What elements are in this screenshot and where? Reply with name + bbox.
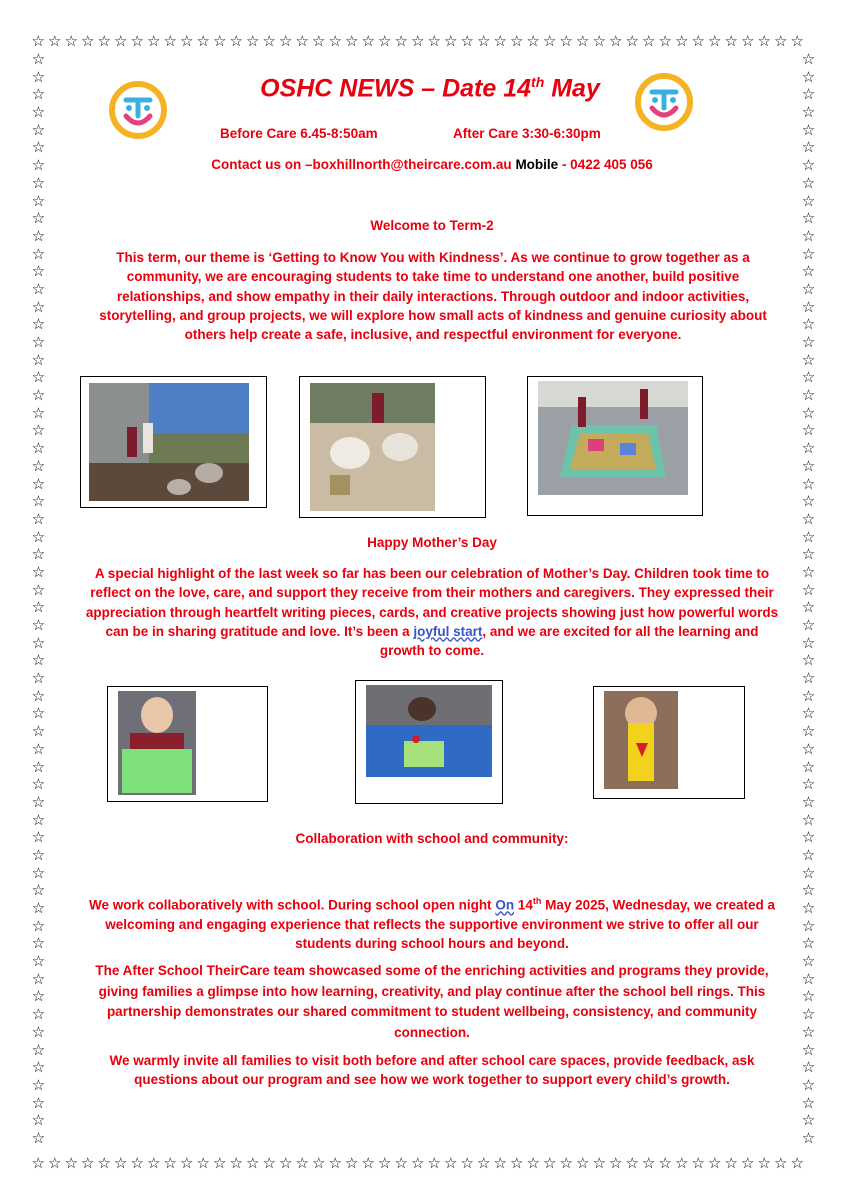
star-border-icon: ☆ [741,1154,755,1172]
star-border-icon: ☆ [801,421,816,440]
star-border-icon: ☆ [411,32,425,50]
star-border-icon: ☆ [31,226,46,245]
star-border-icon: ☆ [31,138,46,157]
star-border-icon: ☆ [31,244,46,263]
star-border-icon: ☆ [97,1154,111,1172]
star-border-icon: ☆ [114,32,128,50]
star-border-icon: ☆ [295,32,309,50]
star-border-icon: ☆ [31,333,46,351]
star-border-icon: ☆ [526,32,540,50]
star-border-icon: ☆ [642,1154,656,1172]
star-border-icon: ☆ [31,863,46,882]
star-border-icon: ☆ [262,32,276,50]
star-border-icon: ☆ [229,32,243,50]
star-border-icon: ☆ [31,191,46,210]
star-border-icon: ☆ [801,987,816,1006]
star-border-icon: ☆ [31,633,46,652]
star-border-bottom [30,1156,806,1172]
star-border-icon: ☆ [31,792,46,811]
star-border-icon: ☆ [31,85,46,104]
star-border-icon: ☆ [31,279,46,298]
star-border-icon: ☆ [312,32,326,50]
star-border-icon: ☆ [31,1093,46,1112]
mothers-day-paragraph: A special highlight of the last week so far has been our celebration of Mother’s Day. Children took time to reflect on the love, care, and support they receive from their mothers and caregivers. They expressed their appreciation through heartfelt writing pieces, cards, and creative projects showing just how powerful words can be in sharing gratitude and love. It’s been a joyful start, and we are excited for all the learning and growth to come. [85,566,779,659]
star-border-icon: ☆ [31,952,46,971]
star-border-icon: ☆ [801,279,816,298]
star-border-icon: ☆ [279,32,293,50]
star-border-icon: ☆ [493,32,507,50]
star-border-icon: ☆ [31,1022,46,1041]
star-border-icon: ☆ [801,333,816,351]
star-border-icon: ☆ [31,474,46,493]
star-border-icon: ☆ [31,368,46,387]
star-border-icon: ☆ [801,103,816,122]
star-border-icon: ☆ [576,1154,590,1172]
star-border-icon: ☆ [801,580,816,599]
mothers-day-heading: Happy Mother’s Day [367,535,497,550]
photo-yellow-card [604,691,678,789]
star-border-icon: ☆ [801,297,816,316]
star-border-right [800,52,817,1149]
star-border-icon: ☆ [801,456,816,475]
star-border-icon: ☆ [801,439,816,458]
star-border-icon: ☆ [460,32,474,50]
contact-email[interactable]: Contact us on –boxhillnorth@theircare.com.au [211,157,516,172]
star-border-icon: ☆ [31,297,46,316]
star-border-icon: ☆ [180,1154,194,1172]
photo-frame [593,686,745,799]
star-border-icon: ☆ [31,386,46,405]
star-border-icon: ☆ [559,1154,573,1172]
star-border-icon: ☆ [801,810,816,829]
star-border-icon: ☆ [31,845,46,864]
star-border-icon: ☆ [31,810,46,829]
star-border-icon: ☆ [31,403,46,422]
star-border-icon: ☆ [328,1154,342,1172]
star-border-icon: ☆ [559,32,573,50]
star-border-icon: ☆ [64,1154,78,1172]
star-border-icon: ☆ [691,1154,705,1172]
star-border-icon: ☆ [394,1154,408,1172]
collaboration-heading: Collaboration with school and community: [295,831,569,846]
star-border-icon: ☆ [48,32,62,50]
star-border-icon: ☆ [801,739,816,758]
star-border-icon: ☆ [625,32,639,50]
contact-line [82,157,782,172]
star-border-icon: ☆ [31,598,46,617]
star-border-icon: ☆ [31,775,46,794]
star-border-icon: ☆ [801,85,816,104]
star-border-icon: ☆ [31,1040,46,1059]
star-border-icon: ☆ [801,633,816,652]
star-border-icon: ☆ [31,103,46,122]
star-border-icon: ☆ [801,403,816,422]
star-border-icon: ☆ [801,1022,816,1041]
star-border-icon: ☆ [801,474,816,493]
after-care-hours: After Care 3:30-6:30pm [453,126,601,141]
star-border-icon: ☆ [81,32,95,50]
star-border-icon: ☆ [477,32,491,50]
theircare-logo-icon [108,80,168,140]
star-border-icon: ☆ [801,969,816,988]
star-border-icon: ☆ [31,439,46,458]
star-border-icon: ☆ [642,32,656,50]
star-border-icon: ☆ [427,32,441,50]
photo-child-card [118,691,196,795]
star-border-icon: ☆ [31,209,46,228]
star-border-icon: ☆ [801,492,816,511]
star-border-icon: ☆ [378,1154,392,1172]
star-border-icon: ☆ [543,32,557,50]
photo-playground-mat [538,381,688,495]
star-border-icon: ☆ [213,32,227,50]
star-border-icon: ☆ [246,32,260,50]
star-border-icon: ☆ [312,1154,326,1172]
star-border-icon: ☆ [801,1058,816,1077]
star-border-icon: ☆ [31,704,46,723]
on-text: On [495,897,515,913]
star-border-icon: ☆ [31,881,46,900]
star-border-icon: ☆ [31,421,46,440]
star-border-icon: ☆ [196,32,210,50]
star-border-icon: ☆ [31,651,46,670]
star-border-icon: ☆ [361,1154,375,1172]
star-border-icon: ☆ [801,686,816,705]
page-title: OSHC NEWS – Date 14th May [260,74,600,103]
star-border-icon: ☆ [741,32,755,50]
star-border-icon: ☆ [130,1154,144,1172]
star-border-icon: ☆ [31,1111,46,1130]
star-border-icon: ☆ [411,1154,425,1172]
star-border-icon: ☆ [147,1154,161,1172]
star-border-icon: ☆ [801,1128,816,1147]
star-border-icon: ☆ [31,669,46,688]
star-border-icon: ☆ [394,32,408,50]
star-border-icon: ☆ [31,32,45,50]
star-border-icon: ☆ [163,1154,177,1172]
star-border-icon: ☆ [163,32,177,50]
star-border-icon: ☆ [801,527,816,546]
star-border-icon: ☆ [708,1154,722,1172]
star-border-icon: ☆ [801,775,816,794]
star-border-icon: ☆ [801,952,816,971]
star-border-icon: ☆ [31,580,46,599]
star-border-icon: ☆ [801,509,816,528]
star-border-left [30,52,47,1149]
star-border-icon: ☆ [444,1154,458,1172]
star-border-icon: ☆ [31,1075,46,1094]
photo-table-craft [366,685,492,777]
star-border-icon: ☆ [801,244,816,263]
star-border-icon: ☆ [493,1154,507,1172]
star-border-icon: ☆ [31,262,46,281]
star-border-icon: ☆ [801,845,816,864]
star-border-icon: ☆ [801,792,816,811]
star-border-icon: ☆ [31,969,46,988]
star-border-icon: ☆ [114,1154,128,1172]
star-border-icon: ☆ [31,156,46,175]
star-border-icon: ☆ [708,32,722,50]
star-border-top [30,34,806,50]
star-border-icon: ☆ [213,1154,227,1172]
photo-frame [299,376,486,518]
star-border-icon: ☆ [801,545,816,564]
star-border-icon: ☆ [724,1154,738,1172]
star-border-icon: ☆ [801,350,816,369]
star-border-icon: ☆ [31,1154,45,1172]
star-border-icon: ☆ [592,32,606,50]
star-border-icon: ☆ [801,669,816,688]
star-border-icon: ☆ [361,32,375,50]
photo-frame [355,680,503,804]
star-border-icon: ☆ [658,32,672,50]
star-border-icon: ☆ [801,651,816,670]
star-border-icon: ☆ [801,704,816,723]
star-border-icon: ☆ [801,191,816,210]
star-border-icon: ☆ [229,1154,243,1172]
welcome-heading: Welcome to Term-2 [370,218,494,233]
star-border-icon: ☆ [279,1154,293,1172]
star-border-icon: ☆ [180,32,194,50]
star-border-icon: ☆ [801,67,816,86]
star-border-icon: ☆ [31,120,46,139]
star-border-icon: ☆ [427,1154,441,1172]
star-border-icon: ☆ [801,315,816,334]
star-border-icon: ☆ [801,916,816,935]
star-border-icon: ☆ [64,32,78,50]
star-border-icon: ☆ [801,173,816,192]
photo-frame [107,686,268,802]
star-border-icon: ☆ [31,916,46,935]
star-border-icon: ☆ [675,1154,689,1172]
star-border-icon: ☆ [576,32,590,50]
star-border-icon: ☆ [609,32,623,50]
star-border-icon: ☆ [801,863,816,882]
star-border-icon: ☆ [31,562,46,581]
star-border-icon: ☆ [790,1154,804,1172]
star-border-icon: ☆ [675,32,689,50]
star-border-icon: ☆ [31,545,46,564]
star-border-icon: ☆ [801,386,816,405]
star-border-icon: ☆ [31,987,46,1006]
star-border-icon: ☆ [31,350,46,369]
star-border-icon: ☆ [801,828,816,847]
star-border-icon: ☆ [801,1040,816,1059]
star-border-icon: ☆ [801,562,816,581]
star-border-icon: ☆ [801,899,816,917]
star-border-icon: ☆ [801,881,816,900]
star-border-icon: ☆ [790,32,804,50]
star-border-icon: ☆ [31,934,46,953]
welcome-paragraph: This term, our theme is ‘Getting to Know You with Kindness’. As we continue to grow together as a community, we are encouraging students to take time to understand one another, build positive relationships, and show empathy in their daily interactions. Through outdoor and indoor activities, storytelling, and group projects, we will explore how small acts of kindness and genuine curiosity about others help create a safe, inclusive, and respectful environment for everyone. [99,250,767,343]
star-border-icon: ☆ [625,1154,639,1172]
star-border-icon: ☆ [31,527,46,546]
joyful-start-text: joyful start [413,623,483,639]
star-border-icon: ☆ [543,1154,557,1172]
star-border-icon: ☆ [801,138,816,157]
star-border-icon: ☆ [801,934,816,953]
star-border-icon: ☆ [31,828,46,847]
star-border-icon: ☆ [526,1154,540,1172]
star-border-icon: ☆ [801,757,816,776]
star-border-icon: ☆ [31,50,46,68]
star-border-icon: ☆ [510,32,524,50]
star-border-icon: ☆ [262,1154,276,1172]
star-border-icon: ☆ [801,1075,816,1094]
star-border-icon: ☆ [691,32,705,50]
star-border-icon: ☆ [444,32,458,50]
star-border-icon: ☆ [774,1154,788,1172]
star-border-icon: ☆ [31,1005,46,1024]
star-border-icon: ☆ [97,32,111,50]
star-border-icon: ☆ [592,1154,606,1172]
mobile-number: - 0422 405 056 [558,157,653,172]
photo-frame [527,376,703,516]
star-border-icon: ☆ [801,1005,816,1024]
star-border-icon: ☆ [31,757,46,776]
star-border-icon: ☆ [31,899,46,917]
star-border-icon: ☆ [801,120,816,139]
star-border-icon: ☆ [31,739,46,758]
star-border-icon: ☆ [295,1154,309,1172]
star-border-icon: ☆ [757,32,771,50]
star-border-icon: ☆ [31,722,46,741]
star-border-icon: ☆ [757,1154,771,1172]
star-border-icon: ☆ [31,315,46,334]
star-border-icon: ☆ [609,1154,623,1172]
star-border-icon: ☆ [510,1154,524,1172]
star-border-icon: ☆ [477,1154,491,1172]
star-border-icon: ☆ [31,616,46,634]
star-border-icon: ☆ [345,1154,359,1172]
photo-outdoor-rocks [89,383,249,501]
star-border-icon: ☆ [801,616,816,634]
star-border-icon: ☆ [246,1154,260,1172]
star-border-icon: ☆ [774,32,788,50]
star-border-icon: ☆ [801,262,816,281]
photo-sandpit [310,383,435,511]
star-border-icon: ☆ [460,1154,474,1172]
star-border-icon: ☆ [81,1154,95,1172]
star-border-icon: ☆ [31,173,46,192]
star-border-icon: ☆ [801,722,816,741]
star-border-icon: ☆ [48,1154,62,1172]
star-border-icon: ☆ [31,67,46,86]
star-border-icon: ☆ [31,1058,46,1077]
star-border-icon: ☆ [31,509,46,528]
star-border-icon: ☆ [801,1093,816,1112]
star-border-icon: ☆ [31,1128,46,1147]
star-border-icon: ☆ [801,209,816,228]
star-border-icon: ☆ [801,1111,816,1130]
star-border-icon: ☆ [801,50,816,68]
star-border-icon: ☆ [328,32,342,50]
star-border-icon: ☆ [801,226,816,245]
collaboration-paragraph-1: We work collaboratively with school. During school open night On 14th May 2025, Wednesday, we created a welcoming and engaging experience that reflects the supportive environment we strive to offer all our students during school hours and beyond. [89,896,775,952]
collaboration-paragraph-2: The After School TheirCare team showcased some of the enriching activities and programs they provide, giving families a glimpse into how learning, creativity, and play continue after the school bell rings. This partnership demonstrates our shared commitment to student wellbeing, consistency, and community connection. [95,963,769,1040]
mobile-label: Mobile [515,157,559,172]
star-border-icon: ☆ [801,156,816,175]
star-border-icon: ☆ [130,32,144,50]
star-border-icon: ☆ [31,492,46,511]
star-border-icon: ☆ [345,32,359,50]
star-border-icon: ☆ [196,1154,210,1172]
before-care-hours: Before Care 6.45-8:50am [220,126,378,141]
star-border-icon: ☆ [724,32,738,50]
star-border-icon: ☆ [31,456,46,475]
star-border-icon: ☆ [658,1154,672,1172]
star-border-icon: ☆ [378,32,392,50]
star-border-icon: ☆ [801,598,816,617]
photo-frame [80,376,267,508]
collaboration-paragraph-3: We warmly invite all families to visit both before and after school care spaces, provide feedback, ask questions about our program and see how we work together to support every child’s growth. [109,1053,755,1088]
star-border-icon: ☆ [31,686,46,705]
star-border-icon: ☆ [147,32,161,50]
star-border-icon: ☆ [801,368,816,387]
